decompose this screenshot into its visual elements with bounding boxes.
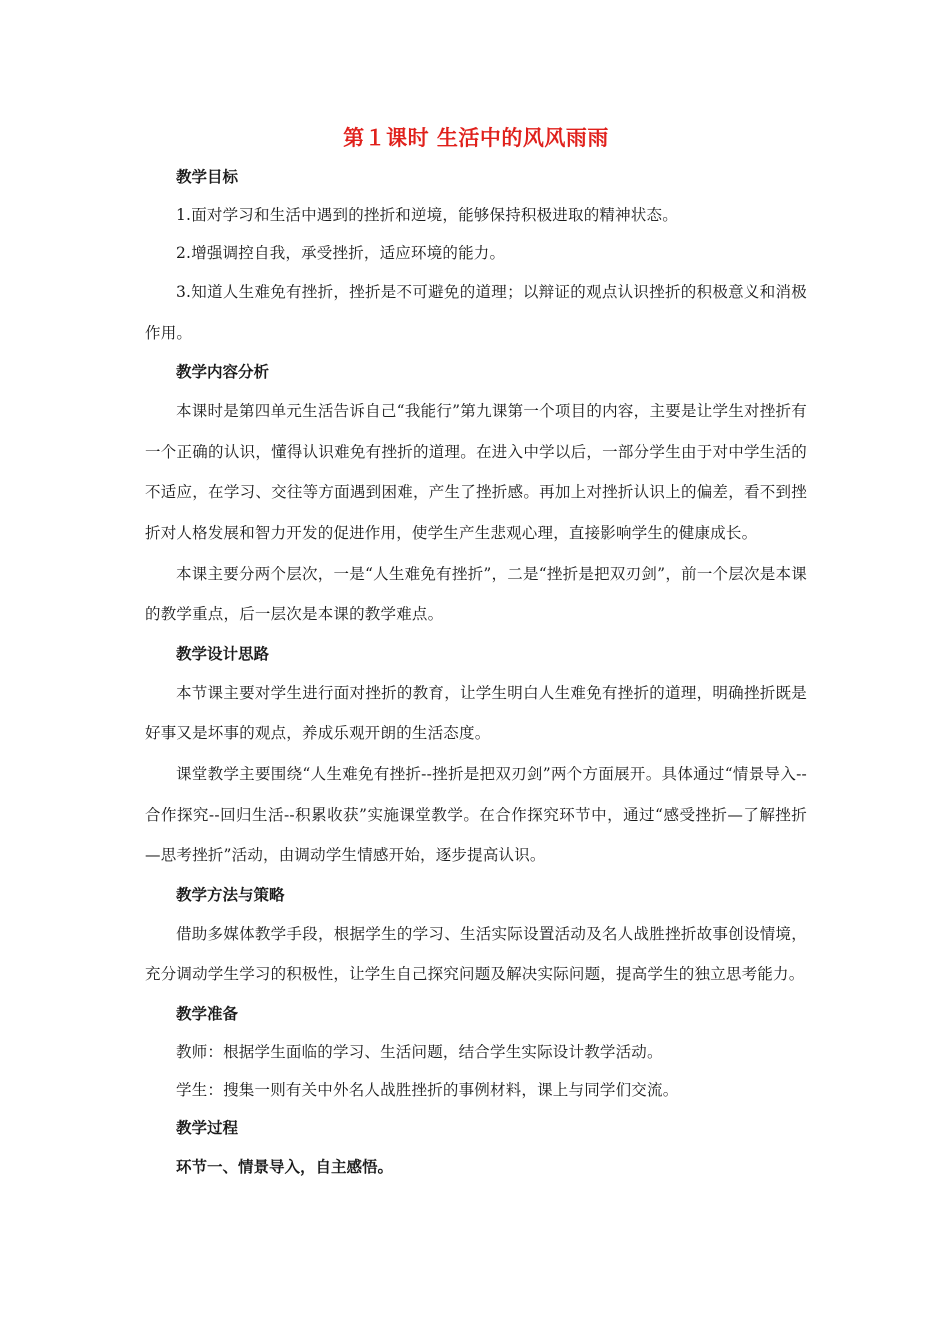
content-paragraph-2: 本课主要分两个层次，一是“人生难免有挫折”，二是“挫折是把双刃剑”，前一个层次是本课的教学重点，后一层次是本课的教学难点。 [145,564,807,624]
design-paragraph-1: 本节课主要对学生进行面对挫折的教育，让学生明白人生难免有挫折的道理，明确挫折既是好事又是坏事的观点，养成乐观开朗的生活态度。 [145,683,807,743]
document-page [145,118,807,1187]
heading-content-analysis: 教学内容分析 [176,362,270,382]
design-paragraph-2: 课堂教学主要围绕“人生难免有挫折--挫折是把双刃剑”两个方面展开。具体通过“情景导入--合作探究--回归生活--积累收获”实施课堂教学。在合作探究环节中，通过“感受挫折—了解挫折—思考挫折”活动，由调动学生情感开始，逐步提高认识。 [145,764,807,865]
lesson-title: 第１课时 生活中的风风雨雨 [343,125,609,150]
preparation-teacher: 教师：根据学生面临的学习、生活问题，结合学生实际设计教学活动。 [176,1042,663,1061]
methods-paragraph-1: 借助多媒体教学手段，根据学生的学习、生活实际设置活动及名人战胜挫折故事创设情境，充分调动学生学习的积极性，让学生自己探究问题及解决实际问题，提高学生的独立思考能力。 [145,924,807,984]
goal-item-2: 2.增强调控自我，承受挫折，适应环境的能力。 [176,244,506,262]
goal-item-3: 3.知道人生难免有挫折，挫折是不可避免的道理；以辩证的观点认识挫折的积极意义和消极作用。 [145,283,807,342]
goal-item-1: 1.面对学习和生活中遇到的挫折和逆境，能够保持积极进取的精神状态。 [176,206,678,224]
heading-methods: 教学方法与策略 [176,884,285,904]
preparation-student: 学生：搜集一则有关中外名人战胜挫折的事例材料，课上与同学们交流。 [176,1080,679,1099]
heading-teaching-goals: 教学目标 [176,167,239,186]
heading-process: 教学过程 [176,1117,239,1137]
heading-preparation: 教学准备 [176,1003,239,1023]
heading-design-ideas: 教学设计思路 [176,643,270,663]
content-paragraph-1: 本课时是第四单元生活告诉自己“我能行”第九课第一个项目的内容，主要是让学生对挫折有一个正确的认识，懂得认识难免有挫折的道理。在进入中学以后，一部分学生由于对中学生活的不适应，在学习、交往等方面遇到困难，产生了挫折感。再加上对挫折认识上的偏差，看不到挫折对人格发展和智力开发的促进作用，使学生产生悲观心理，直接影响学生的健康成长。 [145,402,807,542]
process-step-1: 环节一、情景导入，自主感悟。 [176,1156,394,1176]
